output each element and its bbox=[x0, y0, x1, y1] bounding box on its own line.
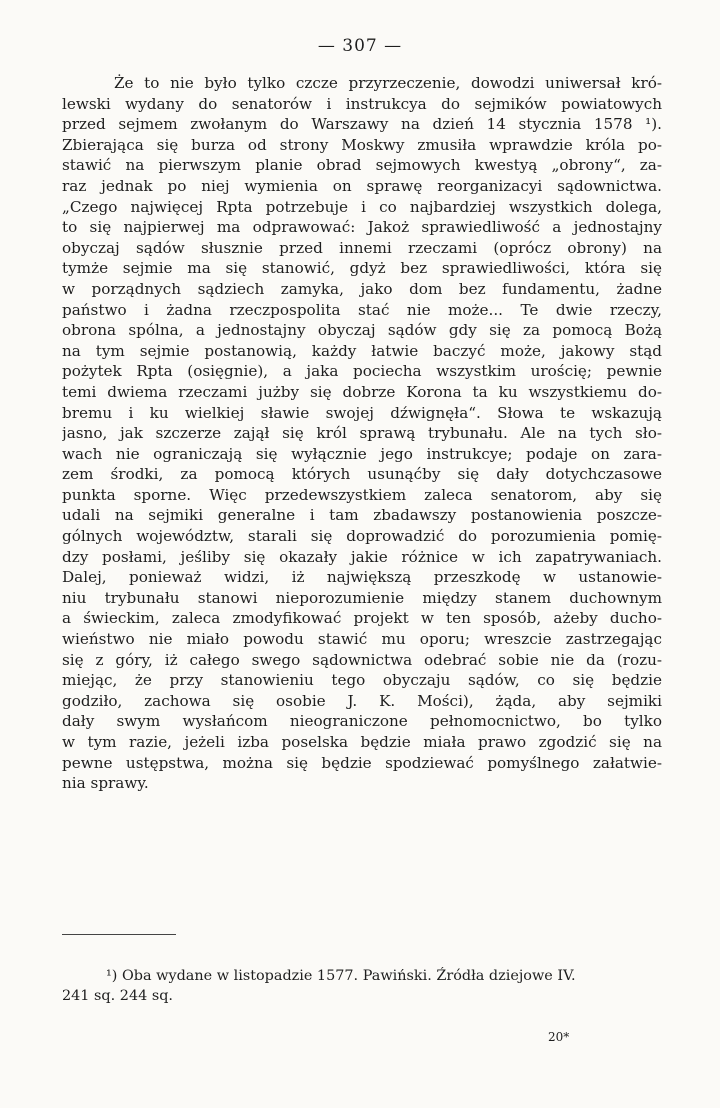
text-line: przed sejmem zwołanym do Warszawy na dzień 14 stycznia 1578 ¹). bbox=[62, 115, 662, 134]
text-line: bremu i ku wielkiej sławie swojej dźwignęła“. Słowa te wskazują bbox=[62, 403, 662, 422]
footnotes bbox=[62, 966, 662, 1006]
text-line: zem środki, za pomocą których usunąćby się dały dotychczasowe bbox=[62, 465, 662, 484]
text-line: miejąc, że przy stanowieniu tego obyczaju sądów, co się będzie bbox=[62, 671, 662, 690]
text-line: udali na sejmiki generalne i tam zbadawszy postanowienia poszcze- bbox=[62, 506, 662, 525]
text-line: pewne ustępstwa, można się będzie spodziewać pomyślnego załatwie- bbox=[62, 753, 662, 772]
footnote-line: ¹) Oba wydane w listopadzie 1577. Pawiński. Źródła dziejowe IV. bbox=[106, 968, 576, 984]
text-line: na tym sejmie postanowią, każdy łatwie baczyć może, jakowy stąd bbox=[62, 341, 662, 360]
text-line: wieństwo nie miało powodu stawić mu oporu; wreszcie zastrzegając bbox=[62, 630, 662, 649]
text-line: państwo i żadna rzeczpospolita stać nie może... Te dwie rzeczy, bbox=[62, 300, 662, 319]
footnote-divider bbox=[62, 934, 176, 935]
text-line: się z góry, iż całego swego sądownictwa odebrać sobie nie da (rozu- bbox=[62, 650, 662, 669]
text-line: niu trybunału stanowi nieporozumienie między stanem duchownym bbox=[62, 588, 662, 607]
text-line: Że to nie było tylko czcze przyrzeczenie, dowodzi uniwersał kró- bbox=[114, 74, 662, 92]
page-number-header: — 307 — bbox=[317, 36, 403, 56]
text-line: punkta sporne. Więc przedewszystkiem zaleca senatorom, aby się bbox=[62, 485, 662, 504]
text-line: Zbierająca się burza od strony Moskwy zmusiła wprawdzie króla po- bbox=[62, 135, 662, 154]
text-line: jasno, jak szczerze zajął się król sprawą trybunału. Ale na tych sło- bbox=[62, 424, 662, 443]
text-line: obyczaj sądów słusznie przed innemi rzeczami (oprócz obrony) na bbox=[62, 238, 662, 257]
body-text bbox=[62, 73, 662, 794]
footnote-line: 241 sq. 244 sq. bbox=[62, 988, 174, 1004]
text-line: raz jednak po niej wymienia on sprawę reorganizacyi sądownictwa. bbox=[62, 176, 662, 195]
text-line: Dalej, ponieważ widzi, iż największą przeszkodę w ustanowie- bbox=[62, 568, 662, 587]
text-line: godziło, zachowa się osobie J. K. Mości), żąda, aby sejmiki bbox=[62, 691, 662, 710]
text-line: tymże sejmie ma się stanowić, gdyż bez sprawiedliwości, która się bbox=[62, 259, 662, 278]
text-line: dzy posłami, jeśliby się okazały jakie różnice w ich zapatrywaniach. bbox=[62, 547, 662, 566]
text-line: stawić na pierwszym planie obrad sejmowych kwestyą „obrony“, za- bbox=[62, 156, 662, 175]
text-line: lewski wydany do senatorów i instrukcya do sejmików powiatowych bbox=[62, 94, 662, 113]
text-line: „Czego najwięcej Rpta potrzebuje i co najbardziej wszystkich dolega, bbox=[62, 197, 662, 216]
text-line: pożytek Rpta (osięgnie), a jaka pociecha wszystkim urościę; pewnie bbox=[62, 362, 662, 381]
text-line: obrona spólna, a jednostajny obyczaj sądów gdy się za pomocą Bożą bbox=[62, 321, 662, 340]
text-line: a świeckim, zaleca zmodyfikować projekt w ten sposób, ażeby ducho- bbox=[62, 609, 662, 628]
text-line: dały swym wysłańcom nieograniczone pełnomocnictwo, bo tylko bbox=[62, 712, 662, 731]
text-line: nia sprawy. bbox=[62, 774, 149, 793]
text-line: w tym razie, jeżeli izba poselska będzie miała prawo zgodzić się na bbox=[62, 733, 662, 751]
printer-signature-mark: 20* bbox=[548, 1030, 570, 1044]
text-line: wach nie ograniczają się wyłącznie jego instrukcye; podaje on zara- bbox=[62, 444, 662, 463]
text-line: temi dwiema rzeczami jużby się dobrze Korona ta ku wszystkiemu do- bbox=[62, 382, 662, 401]
text-line: w porządnych sądziech zamyka, jako dom bez fundamentu, żadne bbox=[62, 279, 662, 298]
text-line: gólnych województw, starali się doprowadzić do porozumienia pomię- bbox=[62, 527, 662, 546]
text-line: to się najpierwej ma odprawować: Jakoż sprawiedliwość a jednostajny bbox=[62, 218, 662, 237]
